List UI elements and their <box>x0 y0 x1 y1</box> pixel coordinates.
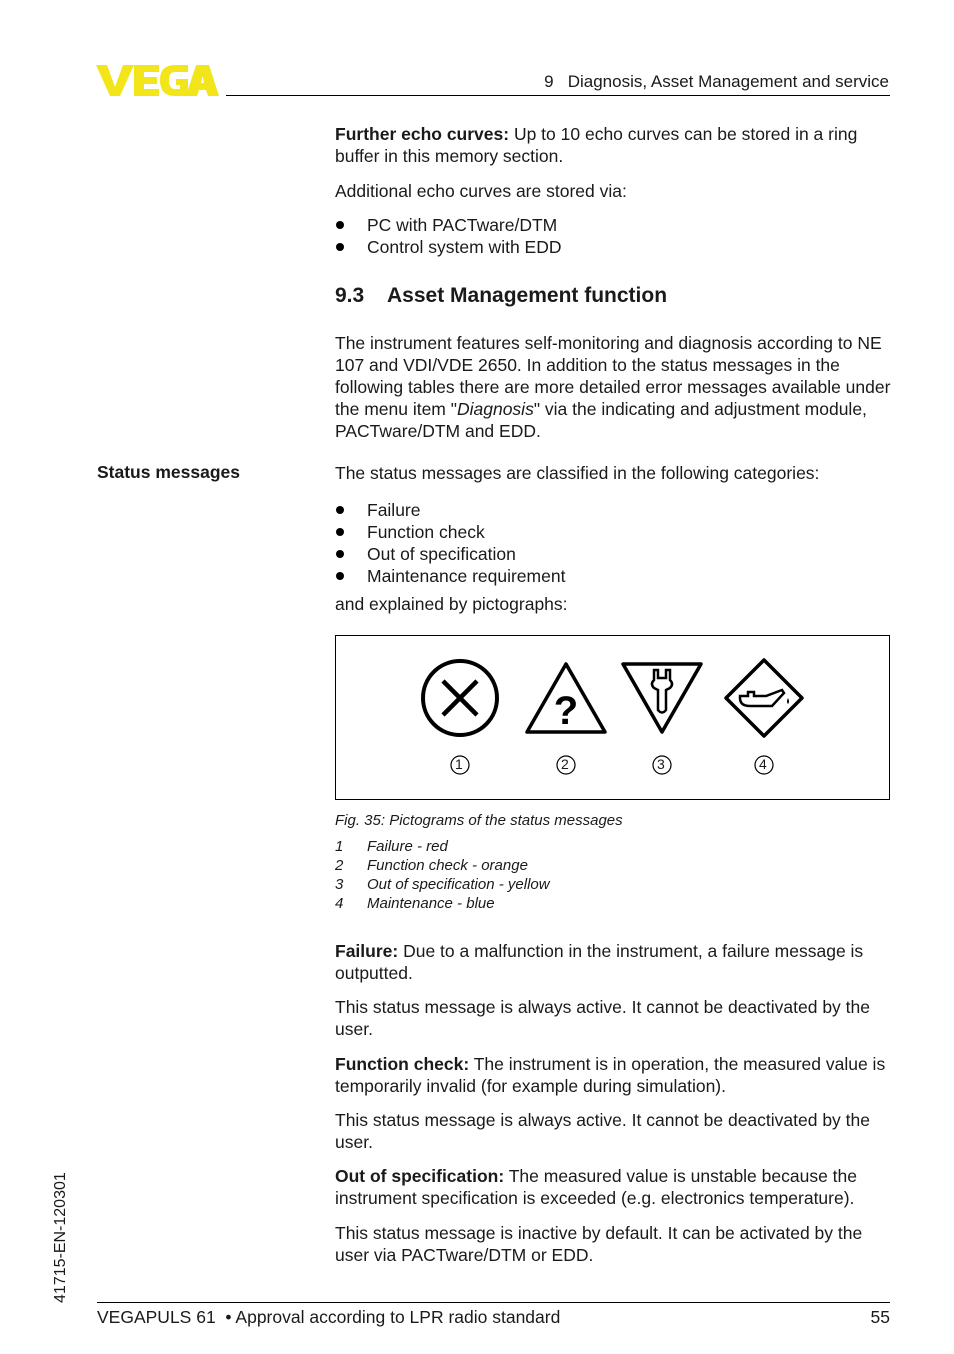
para-text: The instrument features self-monitoring and diagnosis according to NE 107 and VDI/VDE 2650. In addition to the status messages in the following tables there are more detailed error messages available under the menu item " <box>335 333 891 419</box>
legend-row <box>335 894 891 913</box>
vega-logo <box>96 62 220 98</box>
failure-paragraph <box>335 940 891 984</box>
legend-text: Function check - orange <box>367 857 528 874</box>
legend-number: 4 <box>335 895 344 912</box>
pictogram-figure <box>335 635 890 800</box>
failure-note: This status message is always active. It cannot be deactivated by the user. <box>335 997 870 1039</box>
legend-row <box>335 875 891 894</box>
section-number: 9.3 <box>335 284 365 307</box>
function-check-paragraph <box>335 1053 891 1097</box>
out-of-spec-term: Out of specification: <box>335 1166 505 1186</box>
out-of-spec-note: This status message is inactive by default. It can be activated by the user via PACTware/DTM or EDD. <box>335 1223 863 1265</box>
function-check-note: This status message is always active. It cannot be deactivated by the user. <box>335 1110 870 1152</box>
status-messages-label: Status messages <box>97 462 240 482</box>
function-check-icon <box>527 664 605 733</box>
legend-number: 1 <box>335 838 344 855</box>
further-echo-term: Further echo curves: <box>335 124 510 144</box>
asset-management-paragraph <box>335 332 891 442</box>
out-of-specification-icon <box>623 664 701 732</box>
further-echo-paragraph <box>335 123 891 167</box>
list-item: Failure <box>335 499 891 521</box>
figure-number: 3 <box>657 756 665 772</box>
figure-number: 4 <box>759 756 767 772</box>
maintenance-icon <box>726 660 802 736</box>
list-item: Function check <box>335 521 891 543</box>
storage-list <box>335 214 891 258</box>
list-item: Control system with EDD <box>335 236 891 258</box>
failure-term: Failure: <box>335 941 399 961</box>
function-check-term: Function check: <box>335 1054 470 1074</box>
list-item: Out of specification <box>335 543 891 565</box>
diagnosis-term: Diagnosis <box>456 399 534 419</box>
legend-text: Out of specification - yellow <box>367 876 550 893</box>
pictograph-intro: and explained by pictographs: <box>335 594 568 614</box>
legend-text: Failure - red <box>367 838 448 855</box>
footer-rule <box>97 1302 890 1303</box>
legend-row <box>335 856 891 875</box>
additional-echo-paragraph: Additional echo curves are stored via: <box>335 181 627 201</box>
section-heading <box>335 284 667 308</box>
svg-text:?: ? <box>553 689 579 733</box>
legend-number: 3 <box>335 876 344 893</box>
function-check-text: The instrument is in operation, the measured value is temporarily invalid (for example during simulation). <box>335 1054 886 1096</box>
figure-legend <box>335 837 891 913</box>
further-echo-text: Up to 10 echo curves can be stored in a ring buffer in this memory section. <box>335 124 858 166</box>
page-number: 55 <box>870 1307 890 1327</box>
section-title: Asset Management function <box>387 284 668 307</box>
failure-text: Due to a malfunction in the instrument, a failure message is outputted. <box>335 941 864 983</box>
out-of-spec-text: The measured value is unstable because the instrument specification is exceeded (e.g. electronics temperature). <box>335 1166 858 1208</box>
category-list <box>335 499 891 587</box>
running-header: 9 Diagnosis, Asset Management and service <box>544 72 889 91</box>
header-rule <box>226 95 890 96</box>
para-text-end: " via the indicating and adjustment module, PACTware/DTM and EDD. <box>335 399 867 441</box>
document-id: 41715-EN-120301 <box>52 1172 69 1303</box>
failure-icon <box>423 661 497 735</box>
out-of-spec-paragraph <box>335 1165 891 1209</box>
legend-text: Maintenance - blue <box>367 895 495 912</box>
figure-caption: Fig. 35: Pictograms of the status messages <box>335 812 623 829</box>
legend-row <box>335 837 891 856</box>
status-intro: The status messages are classified in the following categories: <box>335 463 820 483</box>
list-item: PC with PACTware/DTM <box>335 214 891 236</box>
list-item: Maintenance requirement <box>335 565 891 587</box>
figure-number: 1 <box>455 756 463 772</box>
figure-number: 2 <box>561 756 569 772</box>
legend-number: 2 <box>335 857 344 874</box>
footer-title: VEGAPULS 61 • Approval according to LPR radio standard <box>97 1307 561 1327</box>
